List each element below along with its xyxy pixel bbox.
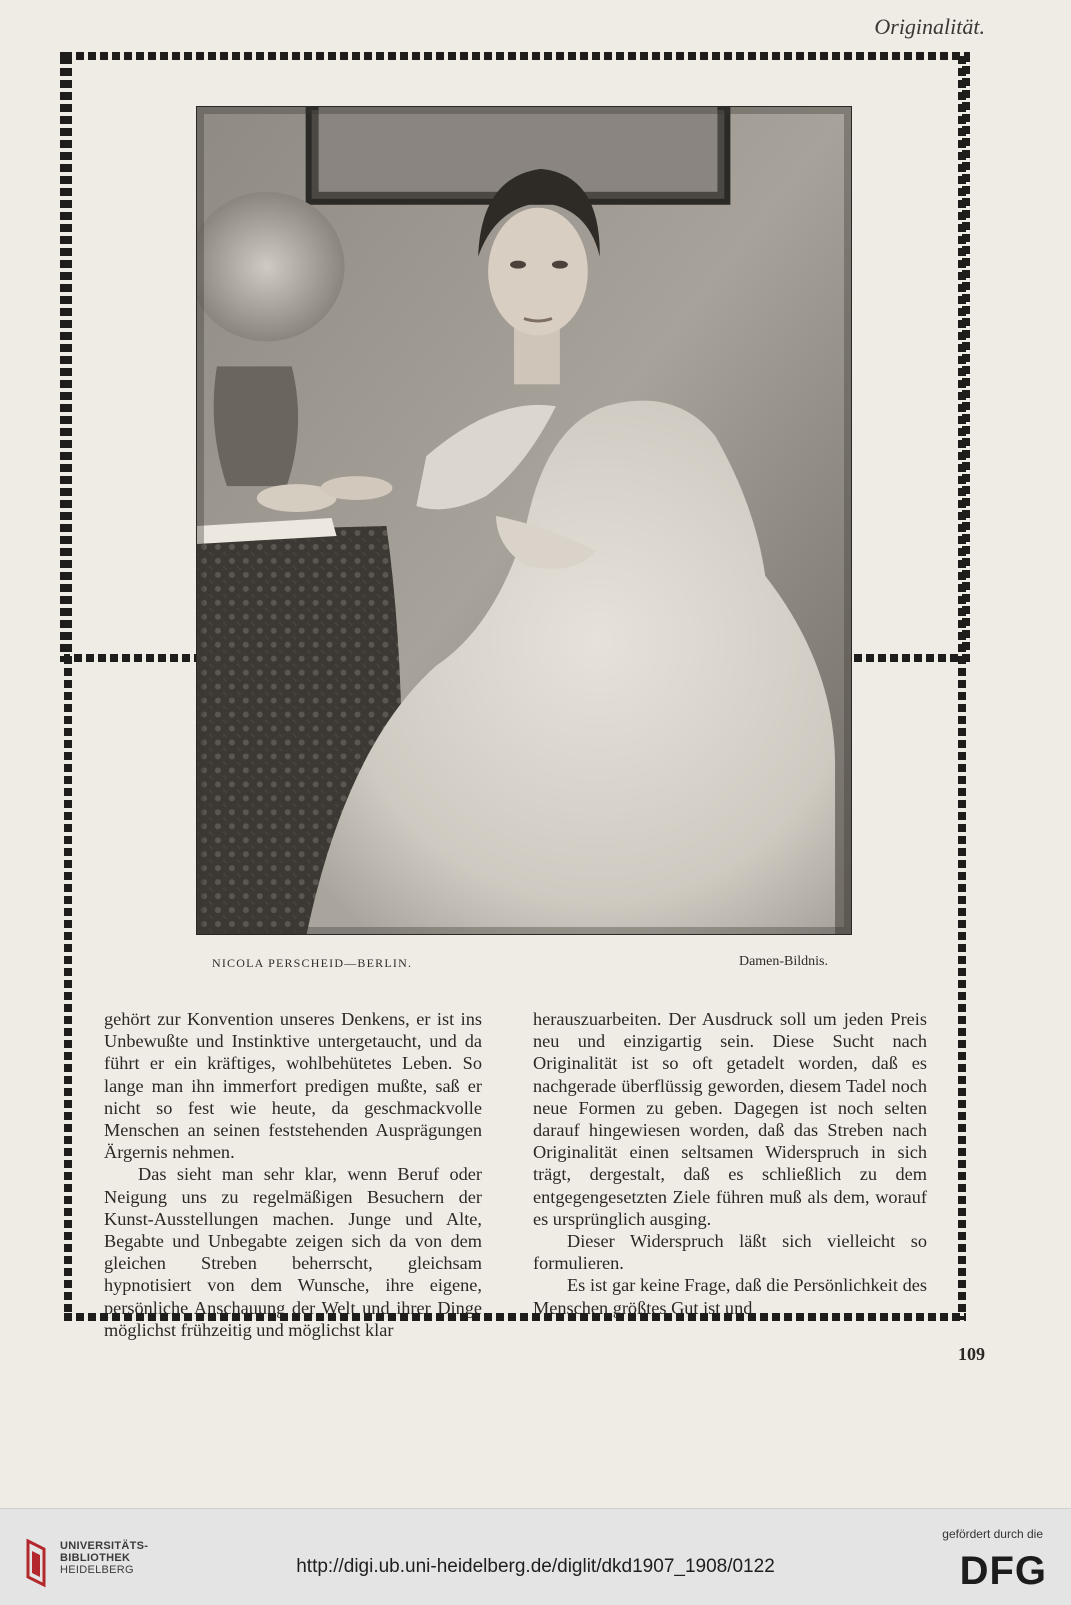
decorative-dotted-sides [60,52,970,1324]
paragraph: gehört zur Konvention unseres Denkens, er ist ins Unbewußte und Instinktive untergetaucht, und da führt er ein kräftiges, wohlbehütetes Leben. So lange man ihn immerfort predigen mußte, saß er nicht so fest wie heute, da geschmackvolle Menschen an seinen feststehenden Ausprägungen Ärgernis nehmen. [104,1009,482,1163]
photographer-credit: NICOLA PERSCHEID—BERLIN. [212,956,413,970]
funding-caption: gefördert durch die [942,1527,1043,1541]
paragraph: Es ist gar keine Frage, daß die Persönlichkeit des Menschen größtes Gut ist und [533,1275,927,1318]
page-number: 109 [958,1344,985,1364]
library-name: UNIVERSITÄTS- BIBLIOTHEK HEIDELBERG [60,1540,149,1576]
paragraph: herauszuarbeiten. Der Ausdruck soll um jeden Preis neu und einzigartig sein. Diese Sucht nach Originalität ist so oft getadelt worden, daß es nachgerade überflüssig geworden, diesem Tadel noch neue Formen zu geben. Dagegen ist noch selten darauf hingewiesen worden, daß das Streben nach Originalität einen seltsamen Widerspruch in sich trägt, dergestalt, daß es schließlich zu dem entgegengesetzten Ziele führen muß als dem, worauf es ursprünglich ausging. [533,1009,927,1229]
digitization-footer [0,1508,1071,1605]
paragraph: Dieser Widerspruch läßt sich vielleicht so formulieren. [533,1231,927,1274]
photo-caption: Damen-Bildnis. [738,954,828,969]
permalink-url[interactable]: http://digi.ub.uni-heidelberg.de/diglit/dkd1907_1908/0122 [296,1556,775,1577]
paragraph: Das sieht man sehr klar, wenn Beruf oder Neigung uns zu regelmäßigen Besuchern der Kunst-Ausstellungen machen. Junge und Alte, Begabte und Unbegabte zeigen sich da von dem gleichen Streben beherrscht, gleichsam hypnotisiert von dem Wunsche, ihre eigene, persönliche Anschauung der Welt und ihrer Dinge möglichst frühzeitig und möglichst klar [104,1164,482,1340]
dfg-logo: DFG [959,1549,1047,1593]
running-title: Originalität. [874,14,985,39]
